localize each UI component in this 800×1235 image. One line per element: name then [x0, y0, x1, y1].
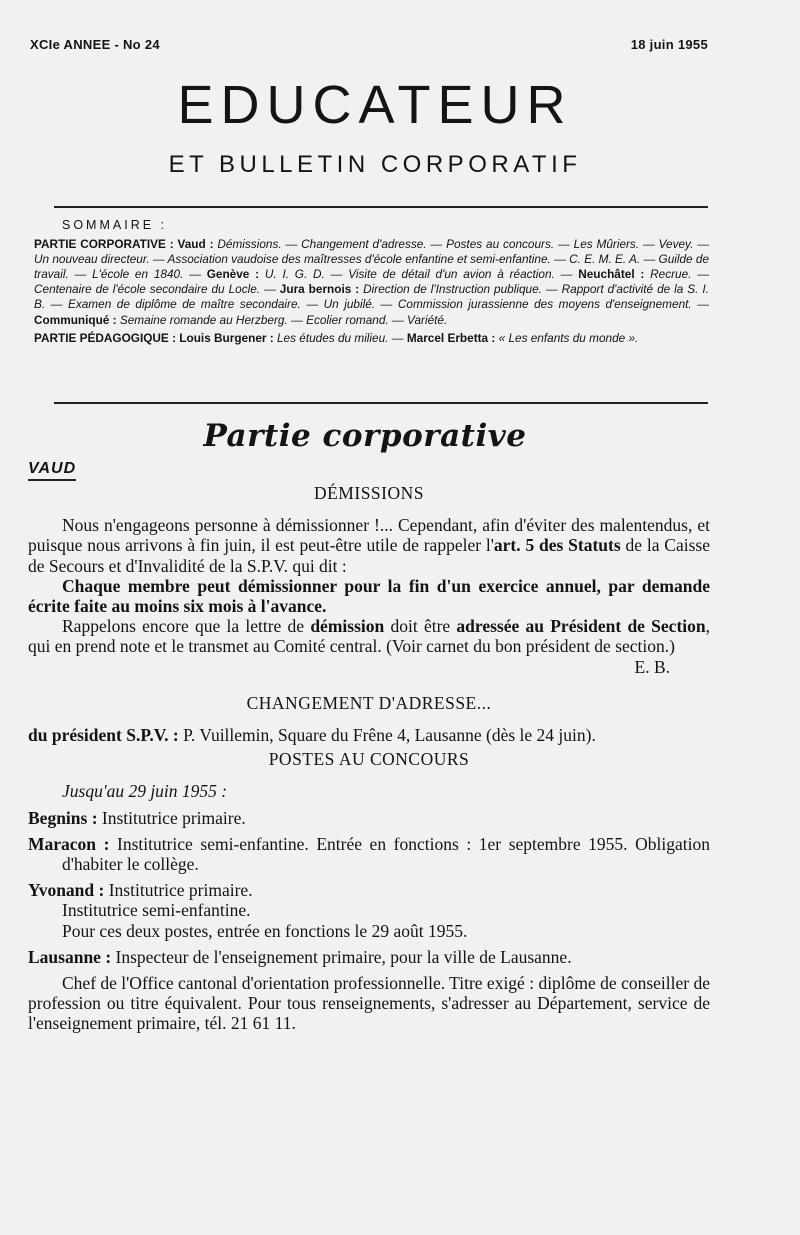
poste-begnins	[28, 808, 710, 828]
demissions-paragraph-1	[28, 515, 710, 576]
section-title: Partie corporative	[203, 418, 527, 454]
signature: E. B.	[634, 656, 670, 677]
table-of-contents	[34, 218, 709, 346]
neuchatel-label: Neuchâtel :	[578, 267, 645, 282]
poste-yvonand-3: Pour ces deux postes, entrée en fonctions le 29 août 1955.	[62, 920, 468, 941]
summary-pedagogique	[34, 331, 709, 346]
poste-chef-office: Chef de l'Office cantonal d'orientation professionnelle. Titre exigé : diplôme de conseiller de profession ou titre équivalent. Pour tous renseignements, s'adresser au Département, service de l'enseignement primaire, tél. 21 61 11.	[28, 973, 710, 1034]
demissions-text: de la Caisse de Secours et d'Invalidité de la S.P.V. qui dit :	[28, 535, 710, 576]
communique-label: Communiqué :	[34, 312, 117, 327]
statute-reference: art. 5 des Statuts	[493, 535, 621, 556]
poste-text: Institutrice primaire.	[97, 807, 246, 828]
jura-items: Direction de l'Instruction publique. — Rapport d'activité de la S. I. B. — Examen de diplôme de maître secondaire. — Un jubilé. — Commission jurassienne des moyens d'enseignement. —	[34, 282, 709, 312]
changement-label: du président S.P.V. :	[28, 725, 179, 746]
article-burgener: Les études du milieu. —	[276, 330, 404, 345]
vaud-label: Vaud :	[177, 237, 214, 252]
issue-date: 18 juin 1955	[630, 37, 708, 52]
place-begnins: Begnins :	[28, 807, 98, 828]
demissions-text: Rappelons encore que la lettre de	[62, 616, 311, 637]
issue-number: XCIe ANNEE - No 24	[30, 37, 160, 52]
geneve-label: Genève :	[206, 267, 260, 282]
article-erbetta: « Les enfants du monde ».	[498, 330, 639, 345]
postes-deadline: Jusqu'au 29 juin 1955 :	[62, 781, 228, 802]
changement-heading: CHANGEMENT D'ADRESSE...	[246, 692, 492, 713]
summary-label: SOMMAIRE :	[62, 218, 168, 232]
demissions-text: doit être	[384, 616, 457, 637]
pedagogique-label: PARTIE PÉDAGOGIQUE :	[34, 330, 177, 345]
summary-corporative	[34, 237, 709, 328]
poste-lausanne	[28, 947, 710, 967]
author-burgener: Louis Burgener :	[179, 330, 274, 345]
demissions-text: Nous n'engageons personne à démissionner !... Cependant, afin d'éviter des malentendus, et puisque nous arrivons à fin juin, il est peut-être utile de rappeler l'	[28, 515, 710, 556]
corporative-label: PARTIE CORPORATIVE :	[34, 237, 174, 252]
author-erbetta: Marcel Erbetta :	[406, 330, 496, 345]
poste-yvonand-2: Institutrice semi-enfantine.	[62, 900, 251, 921]
poste-text: Institutrice semi-enfantine. Entrée en fonctions : 1er septembre 1955. Obligation d'habiter le collège.	[62, 833, 710, 875]
addressee: adressée au Président de Section	[456, 616, 706, 637]
changement-text: P. Vuillemin, Square du Frêne 4, Lausanne (dès le 24 juin).	[178, 725, 596, 746]
communique-items: Semaine romande au Herzberg. — Ecolier romand. — Variété.	[119, 312, 448, 327]
poste-text: Inspecteur de l'enseignement primaire, pour la ville de Lausanne.	[111, 946, 572, 967]
poste-yvonand	[28, 880, 710, 900]
place-yvonand: Yvonand :	[28, 880, 105, 901]
article-body	[28, 483, 710, 1034]
demissions-text: , qui en prend note et le transmet au Comité central. (Voir carnet du bon président de section.)	[28, 616, 710, 657]
demissions-heading: DÉMISSIONS	[313, 483, 425, 503]
postes-heading: POSTES AU CONCOURS	[268, 749, 470, 770]
vaud-items: Démissions. — Changement d'adresse. — Postes au concours. — Les Mûriers. — Vevey. — Un nouveau directeur. — Association vaudoise des maîtresses d'école enfantine et semi-enfantine. — C. E. M. E. A. — Guilde de travail. — L'école en 1840. —	[34, 237, 710, 282]
demission-keyword: démission	[310, 616, 385, 637]
statute-rule: Chaque membre peut démissionner pour la fin d'un exercice annuel, par demande écrite faite au moins six mois à l'avance.	[28, 575, 710, 617]
region-label: VAUD	[28, 460, 76, 481]
poste-maracon	[28, 834, 710, 874]
neuchatel-items: Recrue. — Centenaire de l'école secondaire du Locle. —	[34, 267, 710, 297]
changement-paragraph	[28, 725, 710, 745]
geneve-items: U. I. G. D. — Visite de détail d'un avion à réaction. —	[264, 267, 573, 282]
place-lausanne: Lausanne :	[28, 946, 112, 967]
divider-bottom	[54, 402, 708, 404]
journal-subtitle: ET BULLETIN CORPORATIF	[168, 151, 582, 178]
jura-label: Jura bernois :	[279, 282, 360, 297]
demissions-paragraph-2	[28, 616, 710, 677]
poste-text: Institutrice primaire.	[104, 880, 253, 901]
journal-title: EDUCATEUR	[177, 75, 573, 135]
divider-top	[54, 206, 708, 208]
place-maracon: Maracon :	[28, 833, 110, 854]
